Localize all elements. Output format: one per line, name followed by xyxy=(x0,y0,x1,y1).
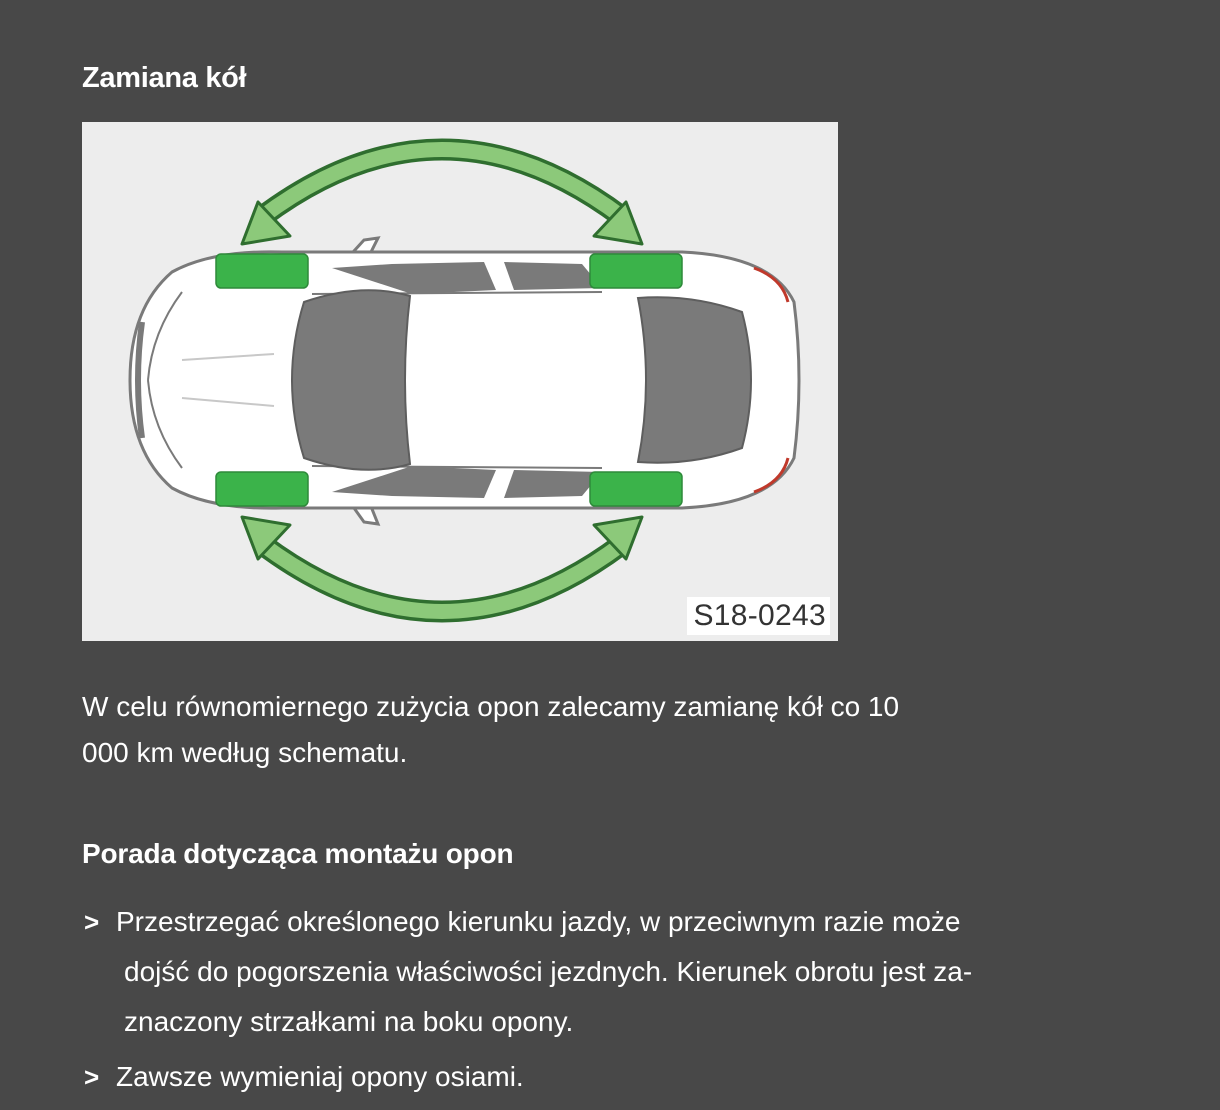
tire-rear-left xyxy=(590,254,682,288)
intro-line-1: W celu równomiernego zużycia opon zalecamy zamianę kół co 10 xyxy=(82,691,900,722)
list-item-line: Przestrzegać określonego kierunku jazdy, w przeciwnym razie może xyxy=(116,906,961,937)
list-item xyxy=(82,1052,982,1102)
section-title: Zamiana kół xyxy=(82,62,247,94)
tire-front-right xyxy=(216,472,308,506)
intro-line-2: 000 km według schematu. xyxy=(82,737,408,768)
figure-code: S18-0243 xyxy=(687,597,830,635)
list-item-line: Zawsze wymieniaj opony osiami. xyxy=(116,1061,524,1092)
chevron-right-icon: > xyxy=(84,1062,100,1092)
list-item-line: dojść do pogorszenia właściwości jezdnych. Kierunek obrotu jest za- xyxy=(124,956,973,987)
rotation-arrow-top-icon xyxy=(242,150,642,245)
list-item-line: znaczony strzałkami na boku opony. xyxy=(124,1006,574,1037)
intro-paragraph xyxy=(82,684,1022,776)
chevron-right-icon: > xyxy=(84,907,100,937)
wheel-rotation-figure xyxy=(82,122,838,641)
car-diagram xyxy=(82,122,838,641)
car-body xyxy=(130,252,799,508)
rotation-arrow-bottom-icon xyxy=(242,517,642,612)
tips-title: Porada dotycząca montażu opon xyxy=(82,838,514,869)
list-item xyxy=(82,897,1122,1047)
tire-rear-right xyxy=(590,472,682,506)
tire-front-left xyxy=(216,254,308,288)
